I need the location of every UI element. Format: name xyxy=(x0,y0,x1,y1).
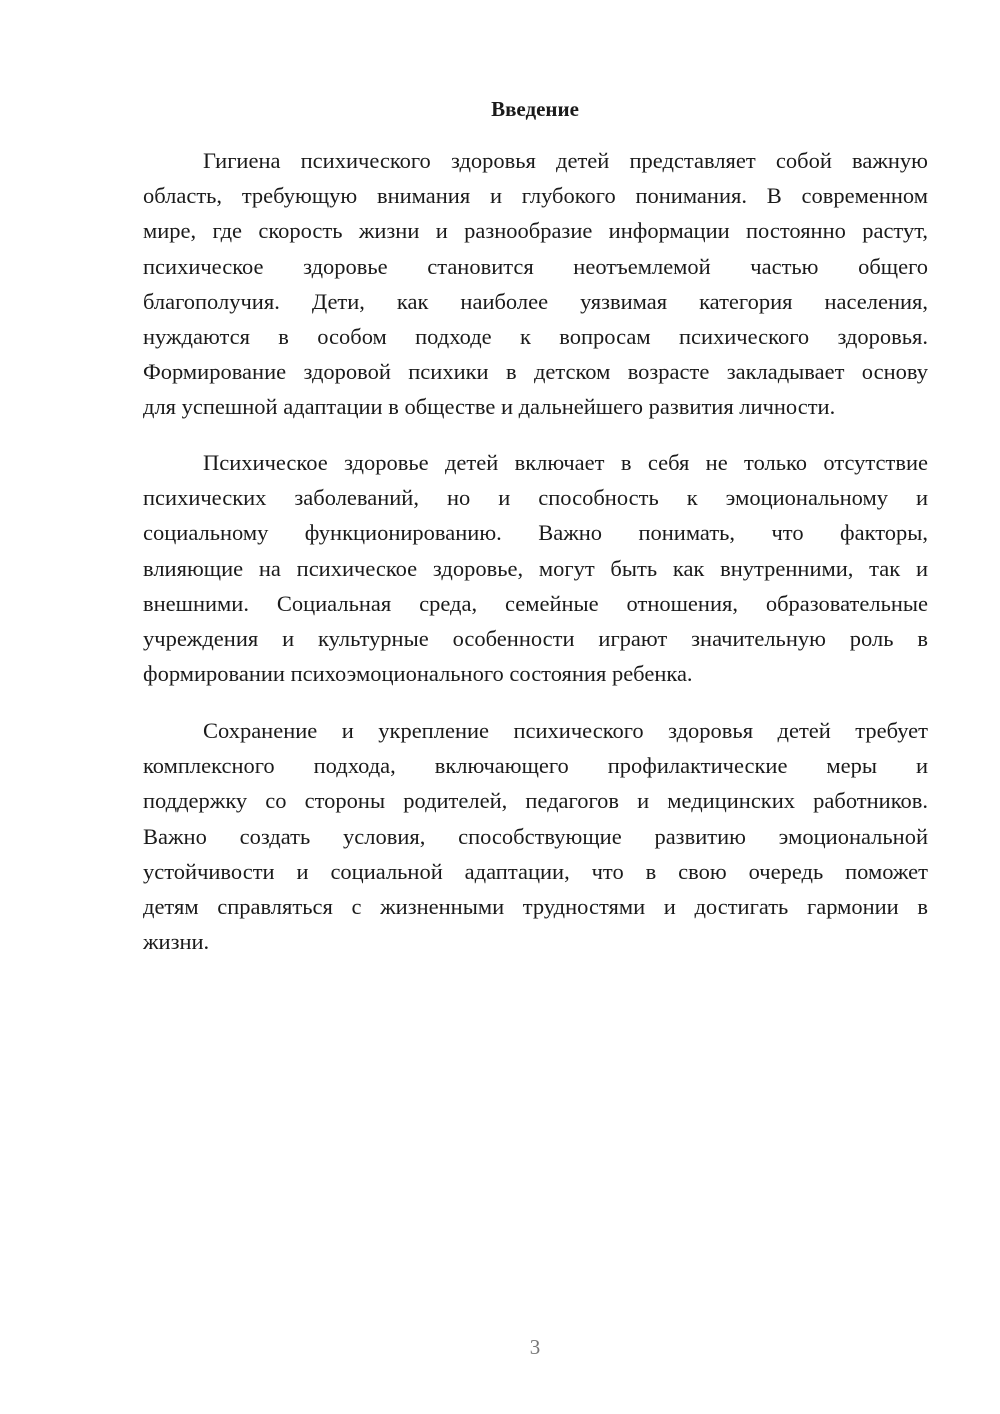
text-line: благополучия. Дети, как наиболее уязвимая категория населения, xyxy=(143,288,928,314)
text-line: Формирование здоровой психики в детском возрасте закладывает основу xyxy=(143,359,928,385)
text-line: психических заболеваний, но и способность к эмоциональному и xyxy=(143,485,928,511)
text-line: учреждения и культурные особенности играют значительную роль в xyxy=(143,625,928,651)
text-line: жизни. xyxy=(143,929,210,955)
section-heading: Введение xyxy=(491,97,579,121)
paragraph xyxy=(143,445,928,691)
text-line: для успешной адаптации в обществе и дальнейшего развития личности. xyxy=(143,394,836,420)
text-line: устойчивости и социальной адаптации, что в свою очередь поможет xyxy=(143,858,928,884)
text-line: область, требующую внимания и глубокого понимания. В современном xyxy=(143,183,928,209)
text-line: формировании психоэмоционального состояния ребенка. xyxy=(143,661,693,687)
text-line: социальному функционированию. Важно понимать, что факторы, xyxy=(143,520,928,546)
page-number: 3 xyxy=(529,1335,541,1359)
text-line: Сохранение и укрепление психического здоровья детей требует xyxy=(203,718,928,743)
text-line: Психическое здоровье детей включает в себя не только отсутствие xyxy=(203,450,928,475)
text-line: комплексного подхода, включающего профилактические меры и xyxy=(143,753,928,779)
paragraph xyxy=(143,143,928,425)
text-line: влияющие на психическое здоровье, могут быть как внутренними, так и xyxy=(143,555,928,581)
text-line: Гигиена психического здоровья детей представляет собой важную xyxy=(203,148,928,173)
text-line: внешними. Социальная среда, семейные отношения, образовательные xyxy=(143,590,928,616)
text-line: психическое здоровье становится неотъемлемой частью общего xyxy=(143,253,928,279)
text-line: детям справляться с жизненными трудностями и достигать гармонии в xyxy=(143,893,928,919)
text-line: мире, где скорость жизни и разнообразие информации постоянно растут, xyxy=(143,218,928,244)
paragraph xyxy=(143,713,928,959)
text-line: нуждаются в особом подходе к вопросам психического здоровья. xyxy=(143,323,928,349)
text-line: поддержку со стороны родителей, педагогов и медицинских работников. xyxy=(143,788,928,814)
text-line: Важно создать условия, способствующие развитию эмоциональной xyxy=(143,823,928,849)
